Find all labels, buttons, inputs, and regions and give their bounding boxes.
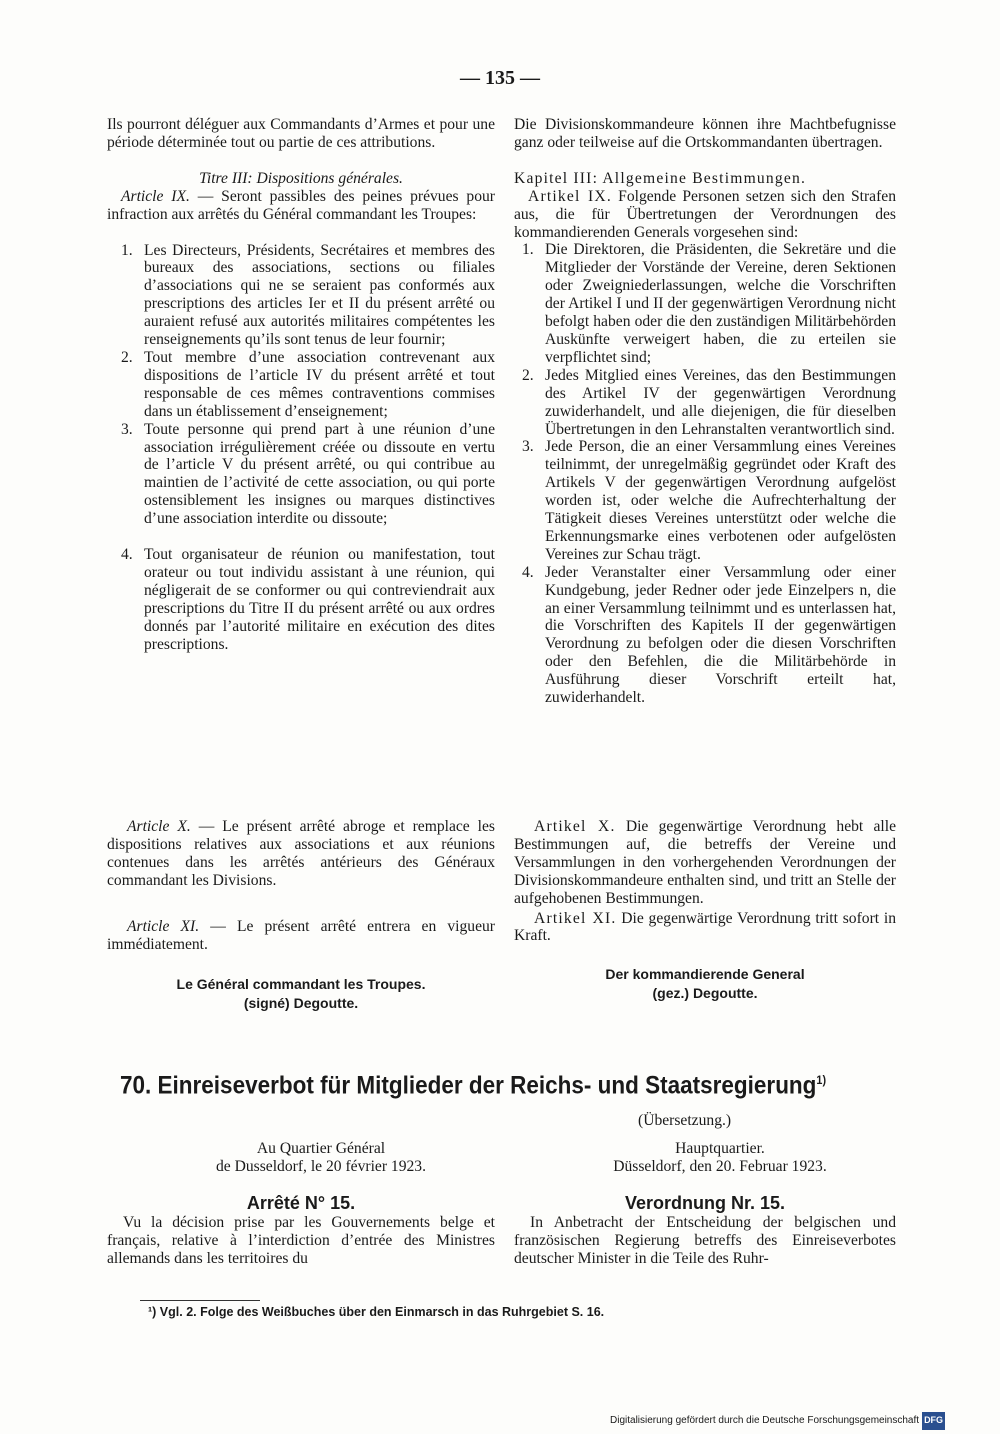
fr-signature-title: Le Général commandant les Troupes. bbox=[176, 976, 426, 993]
de-top-paragraph: Die Divisionskommandeure können ihre Machtbefugnisse ganz oder teilweise auf die Ortskommandanten übertragen. bbox=[514, 116, 896, 151]
list-item: 2. Jedes Mitglied eines Vereines, das den Bestimmungen des Artikel IV der gegenwärtigen Verordnung zuwiderhandelt, und alle diejenigen, die für dieselben Übertretungen in den Lehranstalten verantwortlich sind. bbox=[522, 366, 896, 438]
fr-article-9 bbox=[107, 188, 495, 224]
de-article-11-label: Artikel XI. bbox=[534, 909, 617, 927]
french-column-upper bbox=[107, 116, 495, 653]
fr-article-11-label: Article XI. bbox=[127, 917, 200, 935]
list-item: 4. Jeder Veranstalter einer Versammlung oder einer Kundgebung, jeder Redner oder jede Einzelpers n, die an einer Versammlung teilnimmt und es unterlassen hat, die Vorschriften des Kapitels II der gegenwärtigen Verordnung zu befolgen oder die diesen Vorschriften oder den Befehlen, die die Militärbehörde in Ausführung dieser Vorschrift erteilt hat, zuwiderhandelt. bbox=[522, 563, 896, 707]
fr-decree-start bbox=[107, 1140, 495, 1268]
french-column-lower bbox=[107, 818, 495, 1013]
de-article-9: Artikel IX. Folgende Personen setzen sich den Strafen aus, die für Übertretungen der Verordnungen des kommandierenden Generals vorgesehen sind: bbox=[514, 187, 897, 241]
list-item: 1. Les Directeurs, Présidents, Secrétaires et membres des bureaux des associations, sections ou filiales d’associations qui ne se seraient pas conformés aux prescriptions des articles Ier et II du présent arrêté ou auraient refusé aux autorités militaires compétentes les renseignements qu’ils sont tenus de leur fournir; bbox=[121, 241, 495, 349]
de-decree-paragraph: In Anbetracht der Entscheidung der belgischen und französischen Regierung betreffs des Einreiseverbotes deutscher Minister in die Teile des Ruhr- bbox=[514, 1213, 896, 1267]
list-item: 3. Jede Person, die an einer Versammlung eines Vereines teilnimmt, der unregelmäßig gegründet oder Kraft des Artikels V der gegenwärtigen Verordnung aufgelöst worden ist, oder welche die Aufrechterhaltung der Tätigkeit dieses Vereines unterstützt oder welche die Erkennungsmarke eines verbotenen oder aufgelösten Vereines zur Schau trägt. bbox=[522, 438, 896, 563]
footnote-divider bbox=[140, 1300, 260, 1301]
fr-article-10-label: Article X. bbox=[127, 818, 191, 835]
de-article-10: Artikel X. Die gegenwärtige Verordnung hebt alle Bestimmungen auf, die betreffs der Vereine und Versammlungen in den vorhergehenden Verordnungen der Divisionskommandeure enthalten sind, und tritt an Stelle der aufgehobenen Bestimmungen. bbox=[514, 818, 896, 907]
footnote: ¹) Vgl. 2. Folge des Weißbuches über den Einmarsch in das Ruhrgebiet S. 16. bbox=[148, 1305, 605, 1319]
de-signature-title: Der kommandierende General bbox=[605, 966, 805, 983]
fr-article-10: Article X. — Le présent arrêté abroge et remplace les dispositions relatives aux associations et aux réunions contenues dans les arrêtés antérieurs des Généraux commandant les Divisions. bbox=[107, 818, 495, 889]
de-item-list bbox=[514, 241, 896, 707]
fr-article-9-label: Article IX. bbox=[121, 187, 190, 205]
de-article-9-label: Artikel IX. bbox=[528, 187, 612, 205]
de-title-3: Kapitel III: Allgemeine Bestimmungen. bbox=[514, 169, 807, 187]
list-item: 3. Toute personne qui prend part à une réunion d’une association irrégulièrement créée ou dissoute en vertu de l’article V du présent arrêté, ou qui contribue au maintien de l’activité de cette association, ou qui porte ostensiblement les insignes ou marques distinctives d’une association interdite ou dissoute; bbox=[121, 420, 495, 528]
fr-item-list bbox=[107, 242, 495, 654]
fr-place: Au Quartier Général bbox=[256, 1140, 386, 1157]
de-article-11: Artikel XI. Die gegenwärtige Verordnung tritt sofort in Kraft. bbox=[514, 909, 896, 945]
dfg-logo: DFG bbox=[922, 1412, 945, 1430]
list-item: 2. Tout membre d’une association contrevenant aux dispositions de l’article IV du présent arrêté et tout responsable de ces mêmes contraventions commises dans un établissement d’enseignement; bbox=[121, 348, 495, 420]
section-heading: 70. Einreiseverbot für Mitglieder der Reichs- und Staatsregierung$^{1)}$ bbox=[120, 1071, 827, 1100]
fr-decree-title: Arrêté N° 15. bbox=[246, 1192, 356, 1213]
de-place: Hauptquartier. bbox=[675, 1139, 765, 1157]
fr-top-paragraph: Ils pourront déléguer aux Commandants d’Armes et pour une période déterminée tout ou partie de ces attributions. bbox=[107, 116, 495, 151]
list-item: 1. Die Direktoren, die Präsidenten, die Sekretäre und die Mitglieder der Vorstände der Vereine, deren Sektionen oder Zweigniederlassungen, welche die Vorschriften der Artikel I und II der gegenwärtigen Verordnung nicht befolgt haben oder die den zuständigen Militärbehörden Auskünfte verweigert haben, die zu erteilen sie verpflichtet sind; bbox=[522, 241, 896, 366]
fr-article-9-text: — Seront passibles des peines prévues pour infraction aux arrêtés du Général commandant les Troupes: bbox=[107, 187, 496, 223]
de-translation-note: (Übersetzung.) bbox=[638, 1112, 732, 1129]
heading-footnote-marker: 1) bbox=[816, 1073, 827, 1087]
fr-title-3: Titre III: Dispositions générales. bbox=[199, 169, 403, 187]
german-column-lower bbox=[514, 818, 896, 1003]
list-item: 4. Tout organisateur de réunion ou manifestation, tout orateur ou tout individu assistant à une réunion, qui négligerait de se conformer ou qui contreviendrait aux prescriptions du Titre II du présent arrêté ou aux ordres donnés par l’autorité militaire en exécution des dites prescriptions. bbox=[121, 546, 495, 653]
fr-article-11: Article XI. — Le présent arrêté entrera en vigueur immédiatement. bbox=[107, 917, 495, 953]
fr-date: de Dusseldorf, le 20 février 1923. bbox=[215, 1157, 427, 1175]
de-date: Düsseldorf, den 20. Februar 1923. bbox=[613, 1157, 827, 1175]
german-column-upper bbox=[514, 116, 896, 707]
digitization-credit: Digitalisierung gefördert durch die Deutsche Forschungsgemeinschaft DFG bbox=[610, 1412, 996, 1430]
de-decree-start bbox=[514, 1112, 896, 1267]
page-number: — 135 — bbox=[460, 67, 540, 89]
fr-signature-name: (signé) Degoutte. bbox=[243, 995, 359, 1012]
de-decree-title: Verordnung Nr. 15. bbox=[624, 1192, 786, 1213]
de-signature-name: (gez.) Degoutte. bbox=[652, 985, 758, 1002]
de-article-10-label: Artikel X. bbox=[534, 818, 616, 835]
fr-decree-paragraph: Vu la décision prise par les Gouvernements belge et français, relative à l’interdiction d’entrée des Ministres allemands dans les territoires du bbox=[107, 1213, 495, 1267]
